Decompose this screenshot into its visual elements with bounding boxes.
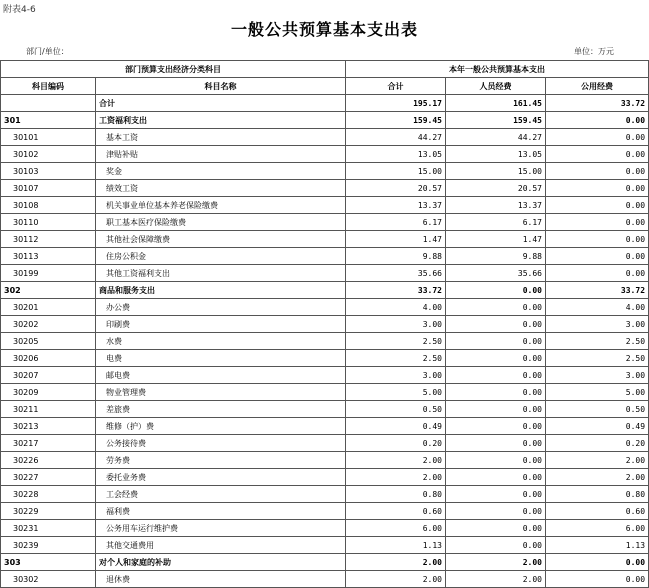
cell-personnel: 0.00 <box>446 333 546 350</box>
cell-name: 印刷费 <box>96 316 346 333</box>
cell-name: 合计 <box>96 95 346 112</box>
cell-name: 其他交通费用 <box>96 537 346 554</box>
header-row-columns <box>1 78 649 95</box>
cell-total: 13.05 <box>346 146 446 163</box>
table-row <box>1 197 649 214</box>
cell-personnel: 161.45 <box>446 95 546 112</box>
cell-name: 其他社会保障缴费 <box>96 231 346 248</box>
cell-total: 35.66 <box>346 265 446 282</box>
cell-total: 6.00 <box>346 520 446 537</box>
cell-code: 30110 <box>1 214 96 231</box>
cell-name: 对个人和家庭的补助 <box>96 554 346 571</box>
cell-personnel: 0.00 <box>446 282 546 299</box>
table-row <box>1 282 649 299</box>
cell-name: 公务用车运行维护费 <box>96 520 346 537</box>
cell-code: 302 <box>1 282 96 299</box>
cell-name: 住房公积金 <box>96 248 346 265</box>
table-row <box>1 520 649 537</box>
cell-public: 0.00 <box>546 265 649 282</box>
cell-name: 职工基本医疗保险缴费 <box>96 214 346 231</box>
unit-label: 单位：万元 <box>574 47 614 56</box>
table-row <box>1 299 649 316</box>
cell-total: 44.27 <box>346 129 446 146</box>
cell-personnel: 0.00 <box>446 469 546 486</box>
table-row <box>1 214 649 231</box>
header-total: 合计 <box>346 78 446 95</box>
cell-total: 0.80 <box>346 486 446 503</box>
cell-personnel: 20.57 <box>446 180 546 197</box>
cell-public: 2.00 <box>546 452 649 469</box>
table-row <box>1 401 649 418</box>
cell-code: 30201 <box>1 299 96 316</box>
cell-public: 2.00 <box>546 469 649 486</box>
cell-total: 0.49 <box>346 418 446 435</box>
cell-code: 30107 <box>1 180 96 197</box>
cell-personnel: 0.00 <box>446 384 546 401</box>
cell-code: 30239 <box>1 537 96 554</box>
header-row-group <box>1 61 649 78</box>
cell-name: 差旅费 <box>96 401 346 418</box>
cell-code: 30202 <box>1 316 96 333</box>
cell-total: 1.13 <box>346 537 446 554</box>
cell-personnel: 0.00 <box>446 503 546 520</box>
table-row <box>1 231 649 248</box>
cell-code: 30102 <box>1 146 96 163</box>
cell-personnel: 13.37 <box>446 197 546 214</box>
table-row <box>1 146 649 163</box>
cell-total: 159.45 <box>346 112 446 129</box>
table-row <box>1 452 649 469</box>
cell-name: 基本工资 <box>96 129 346 146</box>
cell-public: 6.00 <box>546 520 649 537</box>
table-row <box>1 163 649 180</box>
cell-personnel: 0.00 <box>446 435 546 452</box>
table-row <box>1 316 649 333</box>
cell-public: 0.00 <box>546 112 649 129</box>
table-row <box>1 469 649 486</box>
table-row <box>1 418 649 435</box>
table-row <box>1 333 649 350</box>
cell-public: 0.60 <box>546 503 649 520</box>
cell-code: 30213 <box>1 418 96 435</box>
cell-total: 2.00 <box>346 469 446 486</box>
cell-name: 津贴补贴 <box>96 146 346 163</box>
cell-personnel: 6.17 <box>446 214 546 231</box>
header-public: 公用经费 <box>546 78 649 95</box>
cell-code: 30226 <box>1 452 96 469</box>
cell-personnel: 0.00 <box>446 520 546 537</box>
header-personnel: 人员经费 <box>446 78 546 95</box>
cell-name: 其他工资福利支出 <box>96 265 346 282</box>
cell-code: 30227 <box>1 469 96 486</box>
header-budget-group: 本年一般公共预算基本支出 <box>346 61 649 78</box>
cell-total: 2.00 <box>346 452 446 469</box>
cell-public: 2.50 <box>546 333 649 350</box>
cell-personnel: 0.00 <box>446 537 546 554</box>
cell-public: 0.00 <box>546 231 649 248</box>
cell-code: 30108 <box>1 197 96 214</box>
cell-personnel: 0.00 <box>446 367 546 384</box>
cell-code: 30206 <box>1 350 96 367</box>
cell-total: 0.20 <box>346 435 446 452</box>
cell-personnel: 13.05 <box>446 146 546 163</box>
appendix-label: 附表4-6 <box>3 5 36 15</box>
cell-name: 绩效工资 <box>96 180 346 197</box>
cell-public: 0.20 <box>546 435 649 452</box>
cell-code: 30207 <box>1 367 96 384</box>
cell-personnel: 2.00 <box>446 571 546 588</box>
cell-total: 2.00 <box>346 571 446 588</box>
cell-code: 30112 <box>1 231 96 248</box>
cell-personnel: 35.66 <box>446 265 546 282</box>
cell-total: 33.72 <box>346 282 446 299</box>
cell-personnel: 1.47 <box>446 231 546 248</box>
cell-public: 0.00 <box>546 180 649 197</box>
cell-name: 委托业务费 <box>96 469 346 486</box>
header-econ-classification: 部门预算支出经济分类科目 <box>1 61 346 78</box>
cell-code: 303 <box>1 554 96 571</box>
table-row <box>1 486 649 503</box>
table-row <box>1 503 649 520</box>
cell-name: 办公费 <box>96 299 346 316</box>
cell-total: 3.00 <box>346 316 446 333</box>
cell-name: 福利费 <box>96 503 346 520</box>
cell-personnel: 0.00 <box>446 316 546 333</box>
cell-personnel: 0.00 <box>446 452 546 469</box>
cell-total: 9.88 <box>346 248 446 265</box>
cell-name: 退休费 <box>96 571 346 588</box>
cell-code: 30205 <box>1 333 96 350</box>
cell-total: 15.00 <box>346 163 446 180</box>
cell-code: 30101 <box>1 129 96 146</box>
cell-name: 公务接待费 <box>96 435 346 452</box>
cell-public: 5.00 <box>546 384 649 401</box>
cell-public: 4.00 <box>546 299 649 316</box>
cell-public: 0.49 <box>546 418 649 435</box>
cell-code <box>1 95 96 112</box>
cell-name: 维修（护）费 <box>96 418 346 435</box>
cell-personnel: 159.45 <box>446 112 546 129</box>
cell-name: 水费 <box>96 333 346 350</box>
cell-public: 0.00 <box>546 163 649 180</box>
cell-code: 30302 <box>1 571 96 588</box>
cell-name: 奖金 <box>96 163 346 180</box>
cell-total: 4.00 <box>346 299 446 316</box>
cell-code: 30103 <box>1 163 96 180</box>
cell-code: 301 <box>1 112 96 129</box>
cell-public: 0.00 <box>546 554 649 571</box>
table-row <box>1 435 649 452</box>
cell-public: 0.00 <box>546 146 649 163</box>
expenditure-table <box>0 60 649 588</box>
table-row <box>1 537 649 554</box>
page-title: 一般公共预算基本支出表 <box>230 20 418 39</box>
cell-personnel: 0.00 <box>446 401 546 418</box>
table-row <box>1 248 649 265</box>
cell-name: 工会经费 <box>96 486 346 503</box>
cell-code: 30228 <box>1 486 96 503</box>
cell-name: 劳务费 <box>96 452 346 469</box>
cell-total: 0.60 <box>346 503 446 520</box>
cell-name: 工资福利支出 <box>96 112 346 129</box>
cell-personnel: 9.88 <box>446 248 546 265</box>
cell-total: 2.00 <box>346 554 446 571</box>
table-row <box>1 180 649 197</box>
table-row <box>1 265 649 282</box>
table-row <box>1 554 649 571</box>
cell-name: 物业管理费 <box>96 384 346 401</box>
cell-personnel: 0.00 <box>446 299 546 316</box>
cell-personnel: 0.00 <box>446 350 546 367</box>
cell-personnel: 44.27 <box>446 129 546 146</box>
cell-total: 3.00 <box>346 367 446 384</box>
cell-total: 2.50 <box>346 333 446 350</box>
cell-public: 3.00 <box>546 316 649 333</box>
cell-personnel: 0.00 <box>446 486 546 503</box>
cell-name: 商品和服务支出 <box>96 282 346 299</box>
cell-total: 13.37 <box>346 197 446 214</box>
cell-public: 0.80 <box>546 486 649 503</box>
table-row <box>1 129 649 146</box>
table-row <box>1 112 649 129</box>
cell-code: 30199 <box>1 265 96 282</box>
cell-code: 30217 <box>1 435 96 452</box>
cell-total: 20.57 <box>346 180 446 197</box>
cell-public: 0.00 <box>546 214 649 231</box>
header-name: 科目名称 <box>96 78 346 95</box>
cell-public: 1.13 <box>546 537 649 554</box>
cell-public: 0.50 <box>546 401 649 418</box>
cell-public: 33.72 <box>546 95 649 112</box>
cell-code: 30231 <box>1 520 96 537</box>
cell-name: 邮电费 <box>96 367 346 384</box>
cell-total: 195.17 <box>346 95 446 112</box>
cell-public: 0.00 <box>546 571 649 588</box>
table-row <box>1 384 649 401</box>
cell-public: 33.72 <box>546 282 649 299</box>
cell-personnel: 15.00 <box>446 163 546 180</box>
cell-total: 0.50 <box>346 401 446 418</box>
cell-public: 0.00 <box>546 129 649 146</box>
cell-personnel: 2.00 <box>446 554 546 571</box>
cell-personnel: 0.00 <box>446 418 546 435</box>
table-row <box>1 367 649 384</box>
cell-public: 3.00 <box>546 367 649 384</box>
cell-code: 30229 <box>1 503 96 520</box>
cell-name: 电费 <box>96 350 346 367</box>
cell-total: 1.47 <box>346 231 446 248</box>
table-row <box>1 571 649 588</box>
cell-name: 机关事业单位基本养老保险缴费 <box>96 197 346 214</box>
cell-total: 5.00 <box>346 384 446 401</box>
cell-total: 6.17 <box>346 214 446 231</box>
header-code: 科目编码 <box>1 78 96 95</box>
cell-code: 30209 <box>1 384 96 401</box>
cell-public: 0.00 <box>546 248 649 265</box>
table-row <box>1 350 649 367</box>
table-row <box>1 95 649 112</box>
cell-total: 2.50 <box>346 350 446 367</box>
department-label: 部门/单位： <box>26 47 69 56</box>
cell-code: 30211 <box>1 401 96 418</box>
cell-public: 2.50 <box>546 350 649 367</box>
cell-code: 30113 <box>1 248 96 265</box>
cell-public: 0.00 <box>546 197 649 214</box>
